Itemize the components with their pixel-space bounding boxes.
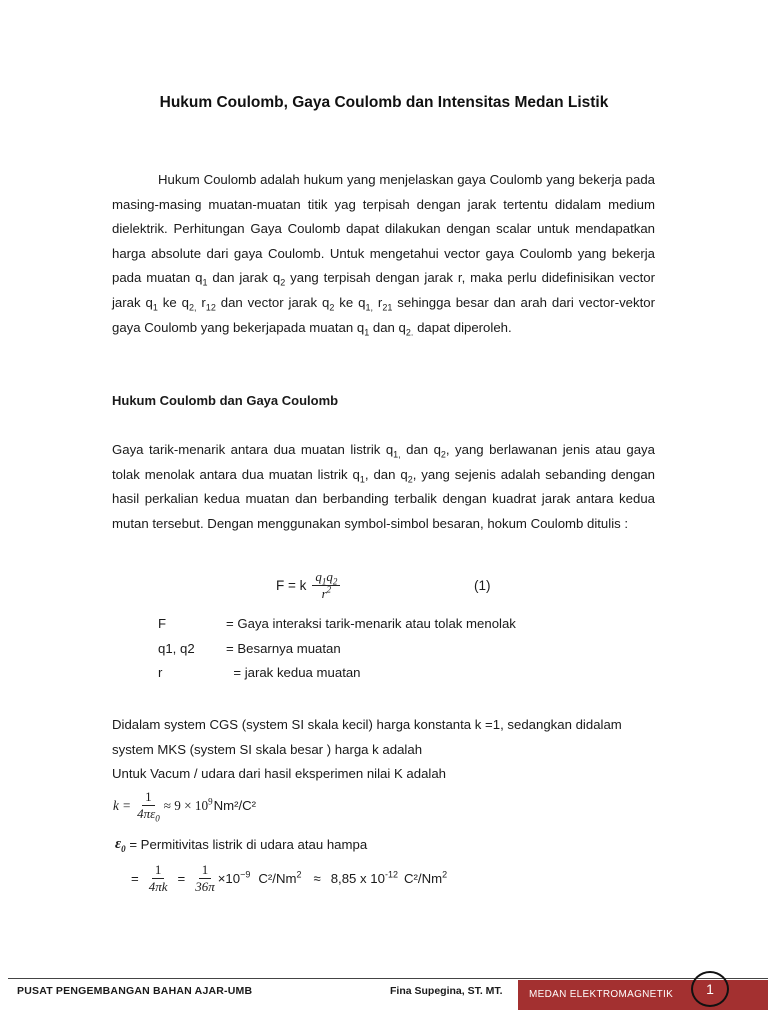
definition-r: r = jarak kedua muatan	[158, 665, 361, 680]
equation-number: (1)	[474, 578, 491, 593]
intro-paragraph: Hukum Coulomb adalah hukum yang menjelaskan gaya Coulomb yang bekerja pada masing-masing muatan-muatan titik yag terpisah dengan jarak tertentu didalam medium dielektrik. Perhitungan Gaya Coulomb dapat dilakukan dengan scalar untuk mendapatkan harga absolute dari gaya Coulomb. Untuk mengetahui vector gaya Coulomb yang bekerja pada muatan $q_1$ dan jarak $q_2$ yang terpisah dengan jarak r, maka perlu didefinisikan vector jarak $q_1$ ke $q_{2,}$ $r_{12}$ dan vector jarak $q_2$ ke $q_{1,}$ $r_{21}$ sehingga besar dan arah dari vector-vektor gaya Coulomb yang bekerjapada muatan $q_1$ dan $q_{2.}$ dapat diperoleh.	[112, 172, 655, 338]
epsilon-formula: = $\frac{1}{4\pi k}$ = $\frac{1}{36\pi}$ $\times 10^{-9}$ C²/Nm$^2$ ≈ 8,85 x $10^{-12}$ C²/Nm$^2$	[131, 862, 448, 894]
formula-fraction: $\frac{q_1q_2}{r^2}$	[312, 569, 340, 602]
coulomb-formula	[276, 569, 340, 602]
page-number: 1	[706, 981, 714, 997]
definition-q: q1, q2 = Besarnya muatan	[158, 641, 341, 656]
section-heading: Hukum Coulomb dan Gaya Coulomb	[112, 393, 339, 408]
footer-divider	[8, 978, 768, 979]
k-formula: k = $\frac{1}{4\pi\varepsilon_0}$ ≈ $9 \times 10^9$ Nm²/C²	[113, 789, 257, 824]
footer-course: MEDAN ELEKTROMAGNETIK	[529, 989, 674, 1000]
definition-f: F = Gaya interaksi tarik-menarik atau tolak menolak	[158, 616, 516, 631]
cgs-paragraph: Didalam system CGS (system SI skala kecil) harga konstanta k =1, sedangkan didalam system MKS (system SI skala besar ) harga k adalah Untuk Vacum / udara dari hasil eksperimen nilai K adalah	[112, 717, 622, 782]
epsilon-definition: $\varepsilon_0$ = Permitivitas listrik di udara atau hampa	[115, 836, 368, 854]
footer-publisher: PUSAT PENGEMBANGAN BAHAN AJAR-UMB	[17, 985, 253, 997]
formula-lhs: F = k	[276, 578, 307, 593]
page-title: Hukum Coulomb, Gaya Coulomb dan Intensitas Medan Listik	[159, 94, 609, 111]
footer-author: Fina Supegina, ST. MT.	[390, 985, 503, 997]
coulomb-paragraph: Gaya tarik-menarik antara dua muatan listrik $q_{1,}$ dan $q_2$, yang berlawanan jenis atau gaya tolak menolak antara dua muatan listrik $q_1$, dan $q_2$, yang sejenis adalah sebanding dengan hasil perkalian kedua muatan dan berbanding terbalik dengan kuadrat jarak antara kedua mutan tersebut. Dengan menggunakan symbol-simbol besaran, hokum Coulomb ditulis :	[112, 442, 655, 531]
